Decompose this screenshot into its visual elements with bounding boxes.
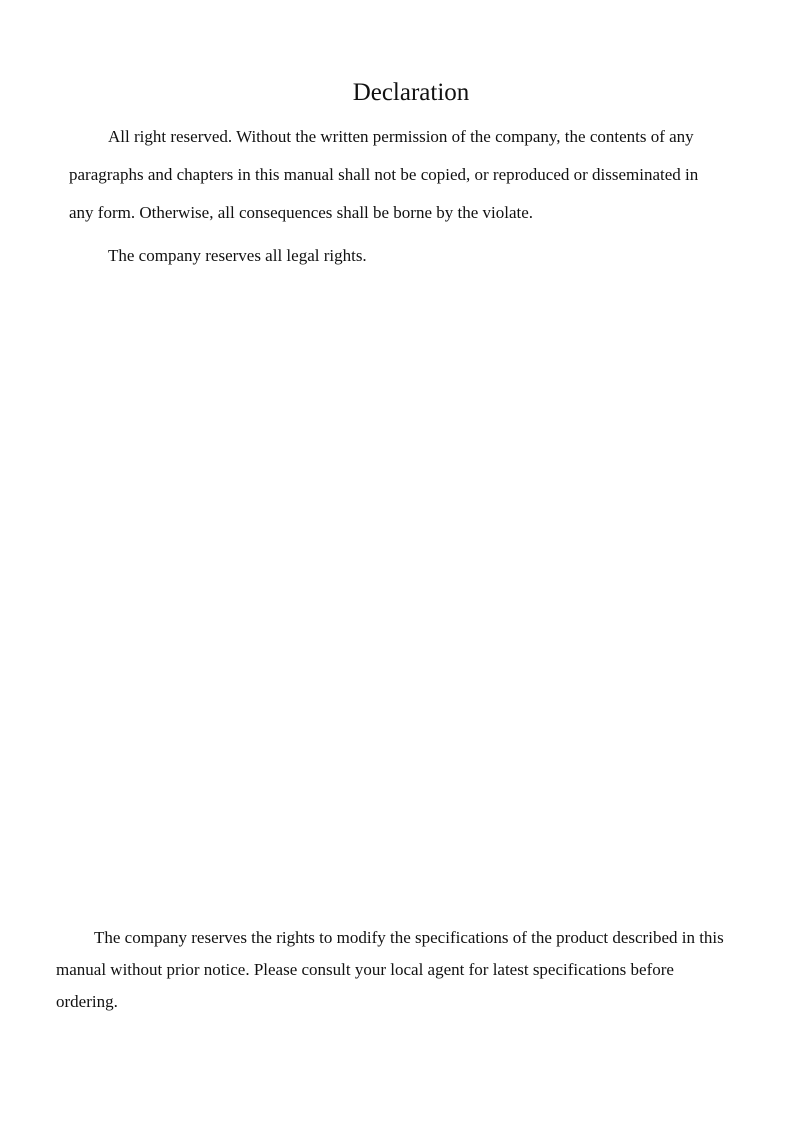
legal-rights-paragraph: The company reserves all legal rights. bbox=[108, 246, 367, 265]
specification-notice-paragraph: The company reserves the rights to modify the specifications of the product described in this manual without prior notice. Please consult your local agent for latest specifications before ordering. bbox=[56, 928, 724, 1011]
page-title: Declaration bbox=[352, 79, 470, 106]
declaration-paragraph: All right reserved. Without the written permission of the company, the contents of any paragraphs and chapters in this manual shall not be copied, or reproduced or disseminated in any form. Otherwise, all consequences shall be borne by the violate. bbox=[69, 127, 699, 222]
